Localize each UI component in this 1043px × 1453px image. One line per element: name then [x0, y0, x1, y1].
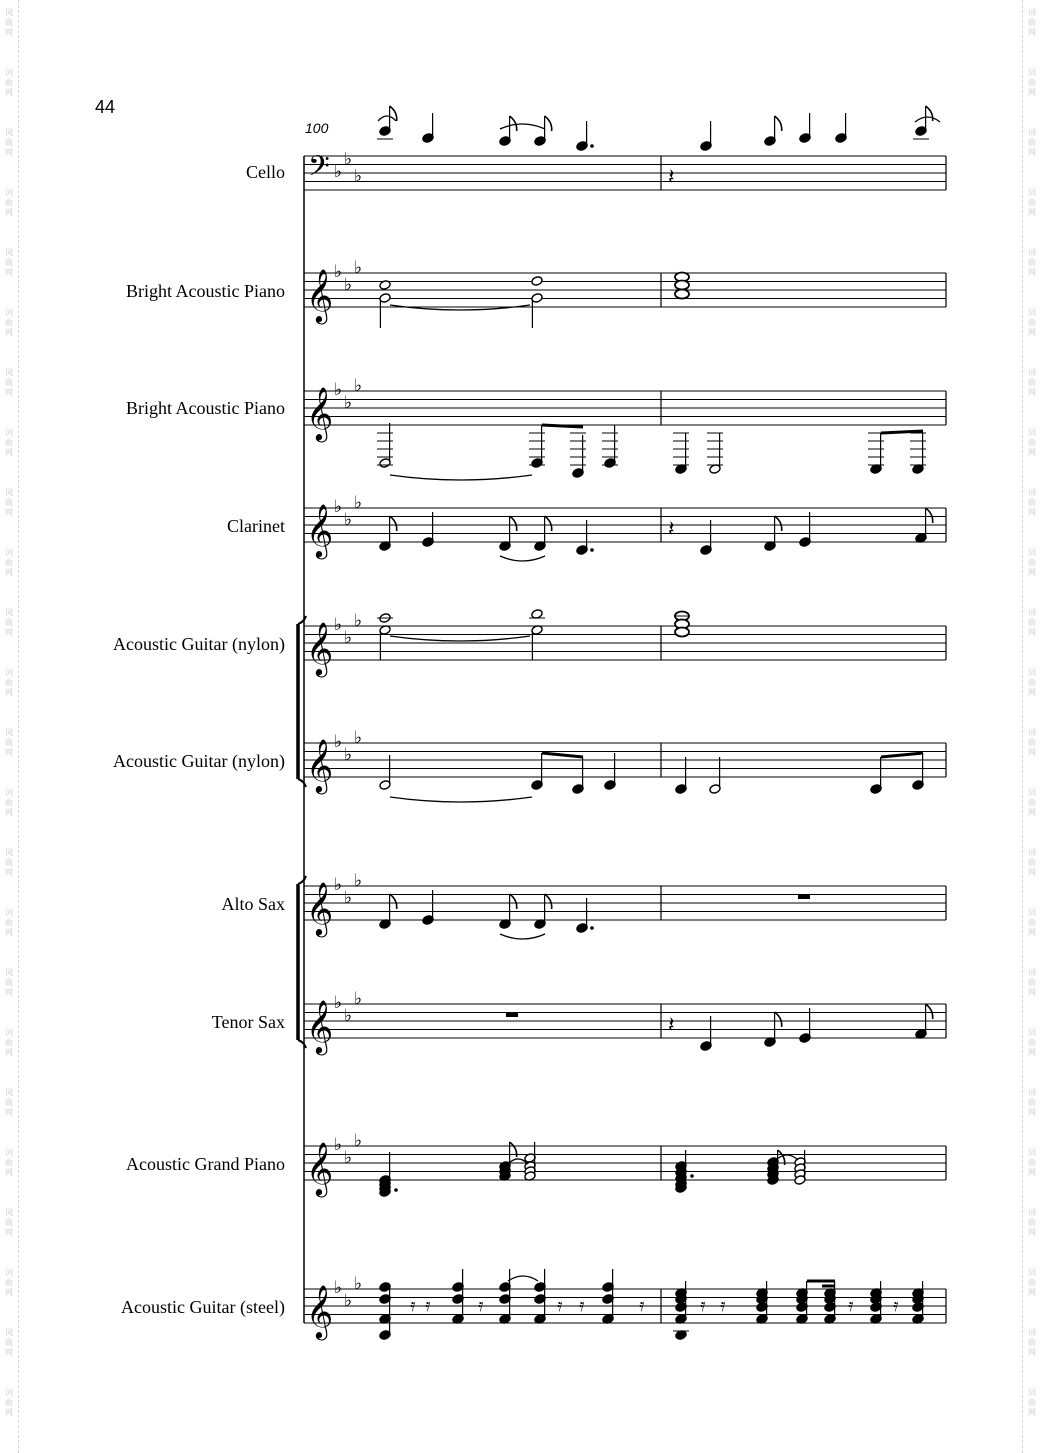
watermark-text: 词 曲 网	[5, 728, 13, 757]
staff-bracket-hook	[298, 876, 306, 884]
tie	[508, 1276, 538, 1281]
watermark-text: 词 曲 网	[1028, 488, 1036, 517]
flat-sign: ♭	[334, 380, 343, 400]
beam	[542, 425, 583, 427]
beam	[542, 753, 583, 757]
note-head	[531, 276, 543, 287]
watermark-text: 词 曲 网	[5, 968, 13, 997]
sixteenth-rest: 𝄿	[720, 1295, 726, 1316]
note-flag	[390, 516, 397, 531]
sixteenth-rest: 𝄿	[700, 1295, 706, 1316]
watermark-text: 词 曲 网	[1028, 368, 1036, 397]
treble-clef: 𝄞	[306, 268, 334, 322]
note-flag	[545, 516, 552, 531]
quarter-rest: 𝄽	[668, 165, 675, 190]
flat-sign: ♭	[354, 166, 363, 187]
watermark-text: 词 曲 网	[5, 608, 13, 637]
tie	[915, 117, 940, 122]
watermark-text: 词 曲 网	[1028, 1328, 1036, 1357]
watermark-text: 词 曲 网	[1028, 548, 1036, 577]
flat-sign: ♭	[344, 887, 353, 908]
sixteenth-rest: 𝄿	[893, 1295, 899, 1316]
watermark-text: 词 曲 网	[1028, 1088, 1036, 1117]
flat-sign: ♭	[334, 1135, 343, 1155]
beam	[881, 753, 923, 757]
flat-sign: ♭	[344, 1290, 353, 1311]
note-flag	[545, 894, 552, 909]
watermark-text: 词 曲 网	[5, 548, 13, 577]
whole-note	[675, 290, 689, 299]
instrument-name-tenor-sax: Tenor Sax	[211, 1012, 285, 1032]
flat-sign: ♭	[344, 1147, 353, 1168]
sixteenth-rest: 𝄿	[848, 1295, 854, 1316]
flat-sign: ♭	[354, 1273, 363, 1294]
watermark-text: 词 曲 网	[5, 68, 13, 97]
watermark-text: 词 曲 网	[5, 1088, 13, 1117]
watermark-text: 词 曲 网	[5, 128, 13, 157]
sixteenth-rest: 𝄿	[639, 1295, 645, 1316]
whole-rest	[506, 1013, 518, 1018]
instrument-name-grand-piano: Acoustic Grand Piano	[126, 1154, 285, 1174]
flat-sign: ♭	[334, 615, 343, 635]
tie	[500, 556, 545, 561]
watermark-text: 词 曲 网	[5, 248, 13, 277]
watermark-text: 词 曲 网	[1028, 788, 1036, 817]
staff-bracket-hook	[298, 616, 306, 624]
treble-clef: 𝄞	[306, 503, 334, 557]
note-flag	[545, 116, 552, 131]
watermark-text: 词 曲 网	[5, 368, 13, 397]
watermark-text: 词 曲 网	[5, 488, 13, 517]
note-flag	[510, 894, 517, 909]
instrument-name-nylon-guitar-1: Acoustic Guitar (nylon)	[113, 634, 285, 654]
flat-sign: ♭	[344, 627, 353, 648]
flat-sign: ♭	[334, 732, 343, 752]
dot	[590, 926, 594, 930]
note-flag	[775, 1012, 782, 1027]
whole-note	[675, 281, 689, 290]
watermark-text: 词 曲 网	[1028, 8, 1036, 37]
instrument-name-clarinet: Clarinet	[227, 516, 285, 536]
tie	[378, 116, 396, 121]
instrument-name-alto-sax: Alto Sax	[221, 894, 285, 914]
flat-sign: ♭	[334, 262, 343, 282]
flat-sign: ♭	[354, 257, 363, 278]
watermark-text: 词 曲 网	[1028, 1028, 1036, 1057]
instrument-name-bright-piano-2: Bright Acoustic Piano	[126, 398, 285, 418]
note-flag	[510, 116, 517, 131]
watermark-text: 词 曲 网	[5, 1388, 13, 1417]
note-flag	[926, 1004, 933, 1019]
note-flag	[926, 106, 933, 121]
flat-sign: ♭	[354, 870, 363, 891]
treble-clef: 𝄞	[306, 1284, 334, 1338]
page-number: 44	[95, 97, 116, 117]
watermark-text: 词 曲 网	[1028, 608, 1036, 637]
tie	[390, 475, 532, 480]
watermark-text: 词 曲 网	[1028, 728, 1036, 757]
watermark-text: 词 曲 网	[1028, 908, 1036, 937]
tie	[390, 636, 530, 641]
whole-rest	[798, 895, 810, 900]
treble-clef: 𝄞	[306, 621, 334, 675]
watermark-text: 词 曲 网	[1028, 1388, 1036, 1417]
flat-sign: ♭	[354, 375, 363, 396]
flat-sign: ♭	[354, 610, 363, 631]
tie	[776, 1155, 798, 1160]
watermark-text: 词 曲 网	[5, 788, 13, 817]
watermark-text: 词 曲 网	[5, 1208, 13, 1237]
flat-sign: ♭	[334, 497, 343, 517]
staff-bracket-hook	[298, 1040, 306, 1048]
bass-clef: 𝄢	[308, 150, 330, 190]
sixteenth-rest: 𝄿	[425, 1295, 431, 1316]
tempo-marking: 100	[305, 120, 329, 136]
flat-sign: ♭	[354, 1130, 363, 1151]
flat-sign: ♭	[344, 392, 353, 413]
flat-sign: ♭	[344, 744, 353, 765]
note-flag	[775, 516, 782, 531]
flat-sign: ♭	[334, 875, 343, 895]
watermark-text: 词 曲 网	[1028, 188, 1036, 217]
watermark-text: 词 曲 网	[1028, 1208, 1036, 1237]
instrument-name-nylon-guitar-2: Acoustic Guitar (nylon)	[113, 751, 285, 771]
watermark-text: 词 曲 网	[1028, 428, 1036, 457]
treble-clef: 𝄞	[306, 386, 334, 440]
flat-sign: ♭	[344, 149, 353, 170]
watermark-text: 词 曲 网	[5, 1148, 13, 1177]
sixteenth-rest: 𝄿	[410, 1295, 416, 1316]
treble-clef: 𝄞	[306, 738, 334, 792]
flat-sign: ♭	[344, 1005, 353, 1026]
flat-sign: ♭	[334, 993, 343, 1013]
dot	[394, 1188, 398, 1192]
whole-note	[675, 628, 689, 637]
instrument-name-cello: Cello	[246, 162, 285, 182]
treble-clef: 𝄞	[306, 881, 334, 935]
flat-sign: ♭	[344, 274, 353, 295]
tie	[500, 934, 545, 939]
note-flag	[510, 516, 517, 531]
sixteenth-rest: 𝄿	[579, 1295, 585, 1316]
watermark-text: 词 曲 网	[5, 908, 13, 937]
instrument-name-bright-piano-1: Bright Acoustic Piano	[126, 281, 285, 301]
sixteenth-rest: 𝄿	[557, 1295, 563, 1316]
flat-sign: ♭	[354, 492, 363, 513]
watermark-text: 词 曲 网	[1028, 668, 1036, 697]
watermark-text: 词 曲 网	[1028, 1148, 1036, 1177]
watermark-text: 词 曲 网	[1028, 68, 1036, 97]
quarter-rest: 𝄽	[668, 1013, 675, 1038]
dot	[590, 144, 594, 148]
watermark-text: 词 曲 网	[5, 848, 13, 877]
watermark-text: 词 曲 网	[5, 188, 13, 217]
note-flag	[390, 894, 397, 909]
note-flag	[775, 116, 782, 131]
watermark-text: 词 曲 网	[5, 1268, 13, 1297]
flat-sign: ♭	[334, 162, 343, 182]
beam	[881, 431, 923, 433]
watermark-text: 词 曲 网	[1028, 308, 1036, 337]
dot	[690, 1174, 694, 1178]
treble-clef: 𝄞	[306, 1141, 334, 1195]
flat-sign: ♭	[354, 988, 363, 1009]
instrument-name-steel-guitar: Acoustic Guitar (steel)	[121, 1297, 285, 1317]
watermark-text: 词 曲 网	[1028, 1268, 1036, 1297]
watermark-text: 词 曲 网	[5, 668, 13, 697]
treble-clef: 𝄞	[306, 999, 334, 1053]
watermark-text: 词 曲 网	[5, 1028, 13, 1057]
quarter-rest: 𝄽	[668, 517, 675, 542]
tie	[390, 797, 532, 802]
watermark-text: 词 曲 网	[1028, 248, 1036, 277]
note-flag	[926, 508, 933, 523]
watermark-text: 词 曲 网	[5, 308, 13, 337]
watermark-text: 词 曲 网	[1028, 968, 1036, 997]
watermark-text: 词 曲 网	[5, 8, 13, 37]
watermark-text: 词 曲 网	[5, 1328, 13, 1357]
staff-bracket-hook	[298, 779, 306, 787]
tie	[500, 124, 545, 129]
flat-sign: ♭	[334, 1278, 343, 1298]
watermark-text: 词 曲 网	[1028, 128, 1036, 157]
watermark-text: 词 曲 网	[1028, 848, 1036, 877]
dot	[590, 548, 594, 552]
sixteenth-rest: 𝄿	[478, 1295, 484, 1316]
flat-sign: ♭	[344, 509, 353, 530]
flat-sign: ♭	[354, 727, 363, 748]
watermark-text: 词 曲 网	[5, 428, 13, 457]
